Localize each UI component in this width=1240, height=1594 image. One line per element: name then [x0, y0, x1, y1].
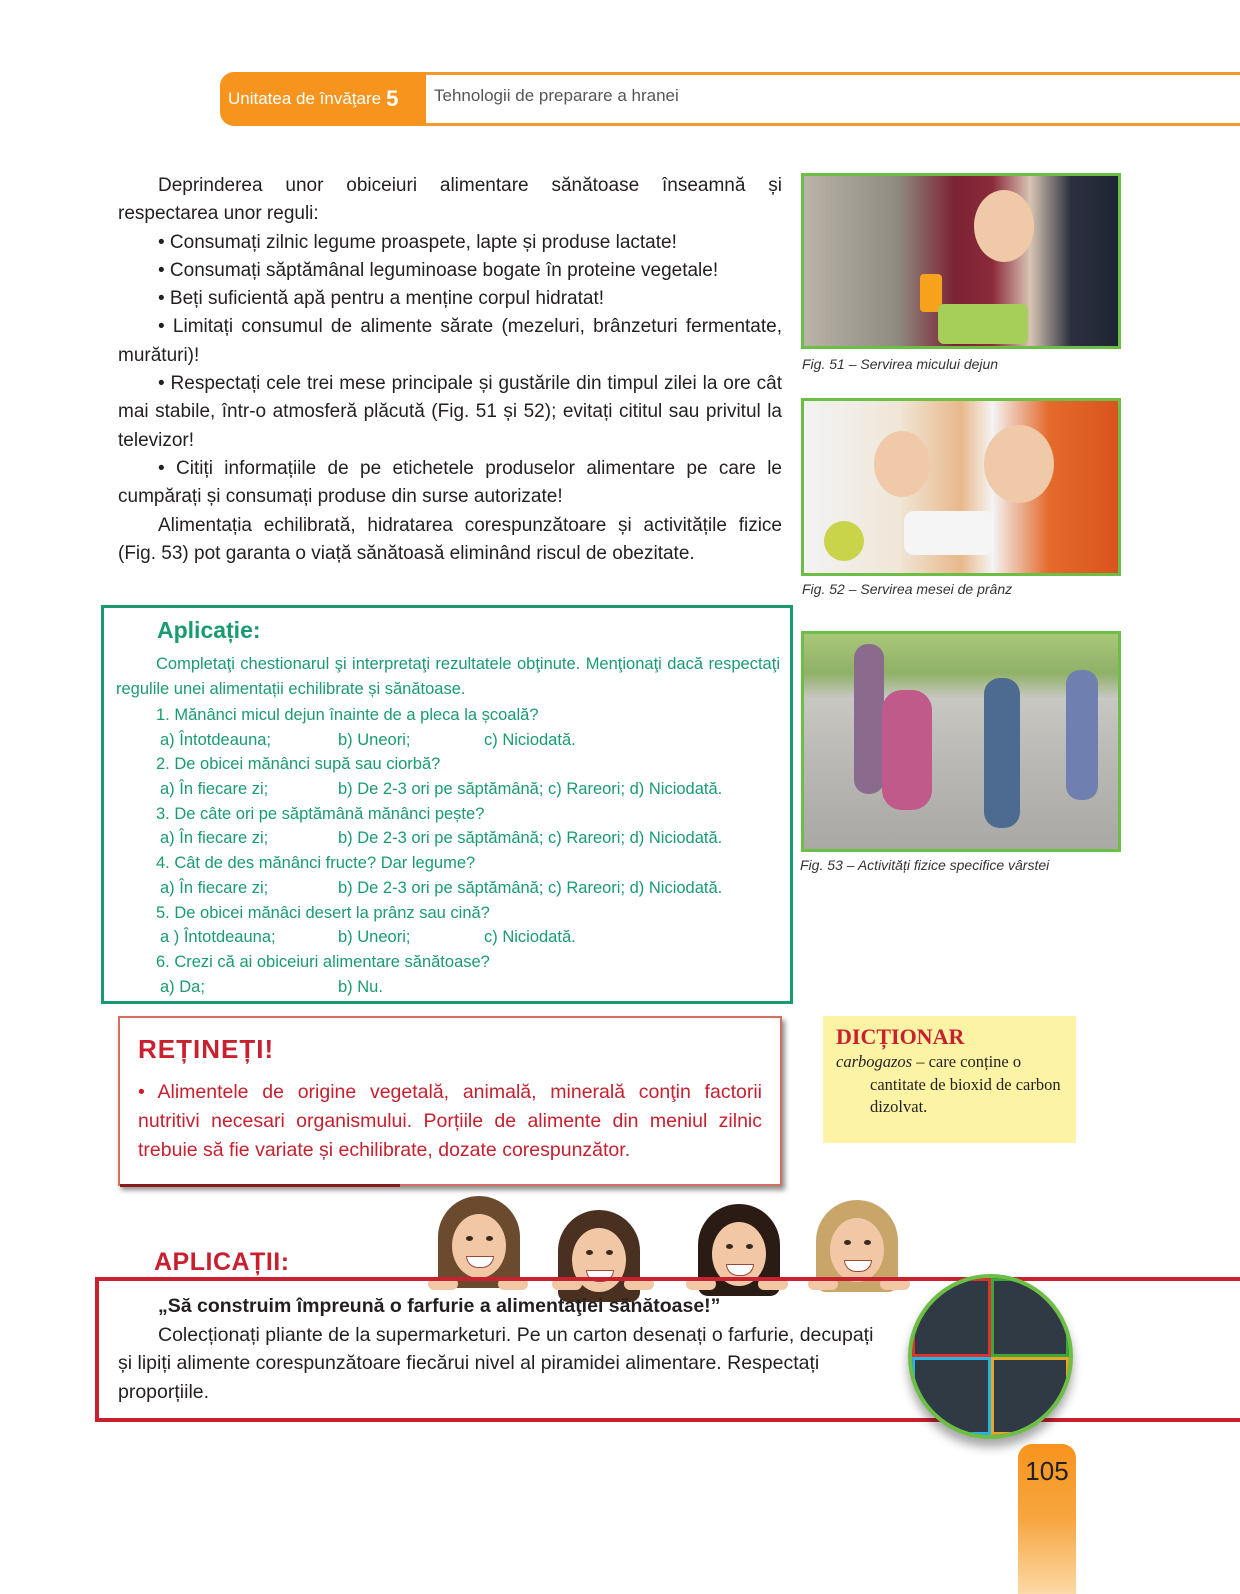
answer-option: a) În fiecare zi; [160, 829, 269, 848]
aplicatii-title: APLICAȚII: [154, 1248, 290, 1276]
answer-option: b) De 2-3 ori pe săptămână; c) Rareori; d) Niciodată. [338, 878, 723, 897]
aplicatii-text [118, 1292, 878, 1406]
plate-quadrant-blue [912, 1357, 991, 1436]
plate-quadrant-red [912, 1278, 991, 1357]
dictionary-title: DICȚIONAR [836, 1024, 965, 1049]
aplicatie-title: Aplicație: [157, 617, 261, 643]
answer-option: c) Niciodată. [484, 928, 576, 947]
plate-quadrant-green [991, 1278, 1070, 1357]
rule-item: • Consumați săptămânal leguminoase bogate în proteine vegetale! [158, 259, 719, 281]
page-number: 105 [1018, 1444, 1076, 1594]
answer-option: b) De 2-3 ori pe săptămână; c) Rareori; d) Niciodată. [338, 780, 723, 799]
answer-row [156, 975, 786, 1000]
answer-row [156, 925, 786, 950]
answer-option: c) Niciodată. [484, 730, 576, 749]
answer-option: a) În fiecare zi; [160, 780, 269, 799]
figure-52-lunch-photo [801, 398, 1121, 576]
figure-51-breakfast-photo [801, 173, 1121, 349]
header-rule-bottom [420, 123, 1240, 126]
unit-number: 5 [386, 86, 399, 111]
figure-52-caption: Fig. 52 – Servirea mesei de prânz [802, 581, 1013, 597]
aplicatii-heading: „Să construim împreună o farfurie a alimentaţiei sănătoase!” [158, 1295, 721, 1317]
rule-item: • Consumați zilnic legume proaspete, lapte și produse lactate! [158, 231, 677, 253]
rule-item: • Citiți informațiile de pe etichetele produselor alimentare pe care le cumpărați și consumați produse din surse autorizate! [118, 457, 782, 508]
answer-row [156, 876, 786, 901]
paragraph: Alimentația echilibrată, hidratarea corespunzătoare și activitățile fizice (Fig. 53) pot garanta o viață sănătoasă eliminând riscul de obezitate. [118, 514, 782, 564]
kids-peeking-image [428, 1196, 928, 1288]
body-text [118, 172, 782, 568]
dictionary-definition: – care conține o [912, 1052, 1022, 1071]
question: 3. De câte ori pe săptămână mănânci pește? [156, 804, 485, 823]
answer-option: b) Nu. [338, 977, 383, 996]
answer-row [156, 777, 786, 802]
question: 6. Crezi că ai obiceiuri alimentare sănătoase? [156, 952, 490, 971]
answer-option: b) Uneori; [338, 928, 411, 947]
dictionary-definition-cont: cantitate de bioxid de carbon dizolvat. [870, 1074, 1061, 1116]
unit-tab [220, 72, 426, 126]
retineti-text: • Alimentele de origine vegetală, animală, minerală conţin factorii nutritivi necesari organismului. Porțiile de alimente din meniul zilnic trebuie să fie variate și echilibrate, dozate corespunzător. [138, 1081, 762, 1161]
question: 5. De obicei mănâci desert la prânz sau cină? [156, 903, 490, 922]
plate-quadrant-yellow [991, 1357, 1070, 1436]
figure-53-playground-photo [801, 631, 1121, 852]
answer-option: a) În fiecare zi; [160, 878, 269, 897]
dictionary-term: carbogazos [836, 1052, 913, 1071]
aplicatie-intro: Completaţi chestionarul şi interpretaţi rezultatele obţinute. Menţionaţi dacă respectaţi regulile unei alimentații echilibrate și sănătoase. [116, 655, 780, 698]
answer-option: b) Uneori; [338, 730, 411, 749]
answer-option: b) De 2-3 ori pe săptămână; c) Rareori; d) Niciodată. [338, 829, 723, 848]
kid-face [438, 1196, 520, 1288]
healthy-plate-image [908, 1274, 1073, 1439]
paragraph: Deprinderea unor obiceiuri alimentare sănătoase înseamnă și respectarea unor reguli: [118, 175, 782, 225]
question: 1. Mănânci micul dejun înainte de a pleca la școală? [156, 706, 539, 724]
answer-row [156, 826, 786, 851]
answer-option: a ) Întotdeauna; [160, 928, 276, 947]
rule-item: • Beți suficientă apă pentru a menține corpul hidratat! [158, 288, 605, 310]
figure-53-caption: Fig. 53 – Activități fizice specifice vârstei [800, 857, 1050, 873]
chapter-title: Tehnologii de preparare a hranei [434, 86, 679, 105]
header-rule-top [420, 72, 1240, 75]
questionnaire [156, 703, 786, 999]
answer-option: a) Da; [160, 977, 205, 996]
unit-label: Unitatea de învăţare [228, 89, 382, 108]
dictionary-entry [836, 1051, 1068, 1119]
answer-row [156, 728, 786, 753]
answer-option: a) Întotdeauna; [160, 730, 272, 749]
retineti-title: REȚINEȚI! [138, 1034, 275, 1064]
aplicatii-instructions: Colecționați pliante de la supermarketuri. Pe un carton desenați o farfurie, decupați și lipiți alimente corespunzătoare fiecărui nivel al piramidei alimentare. Respectați proporțiile. [118, 1323, 874, 1403]
question: 2. De obicei mănânci supă sau ciorbă? [156, 755, 441, 774]
question: 4. Cât de des mănânci fructe? Dar legume? [156, 854, 476, 873]
rule-item: • Limitați consumul de alimente sărate (mezeluri, brânzeturi fermentate, murături)! [118, 316, 782, 366]
rule-item: • Respectați cele trei mese principale și gustările din timpul zilei la ore cât mai stabile, într-o atmosferă plăcută (Fig. 51 și 52); evitați cititul sau privitul la televizor! [118, 373, 782, 451]
figure-51-caption: Fig. 51 – Servirea micului dejun [802, 356, 999, 372]
